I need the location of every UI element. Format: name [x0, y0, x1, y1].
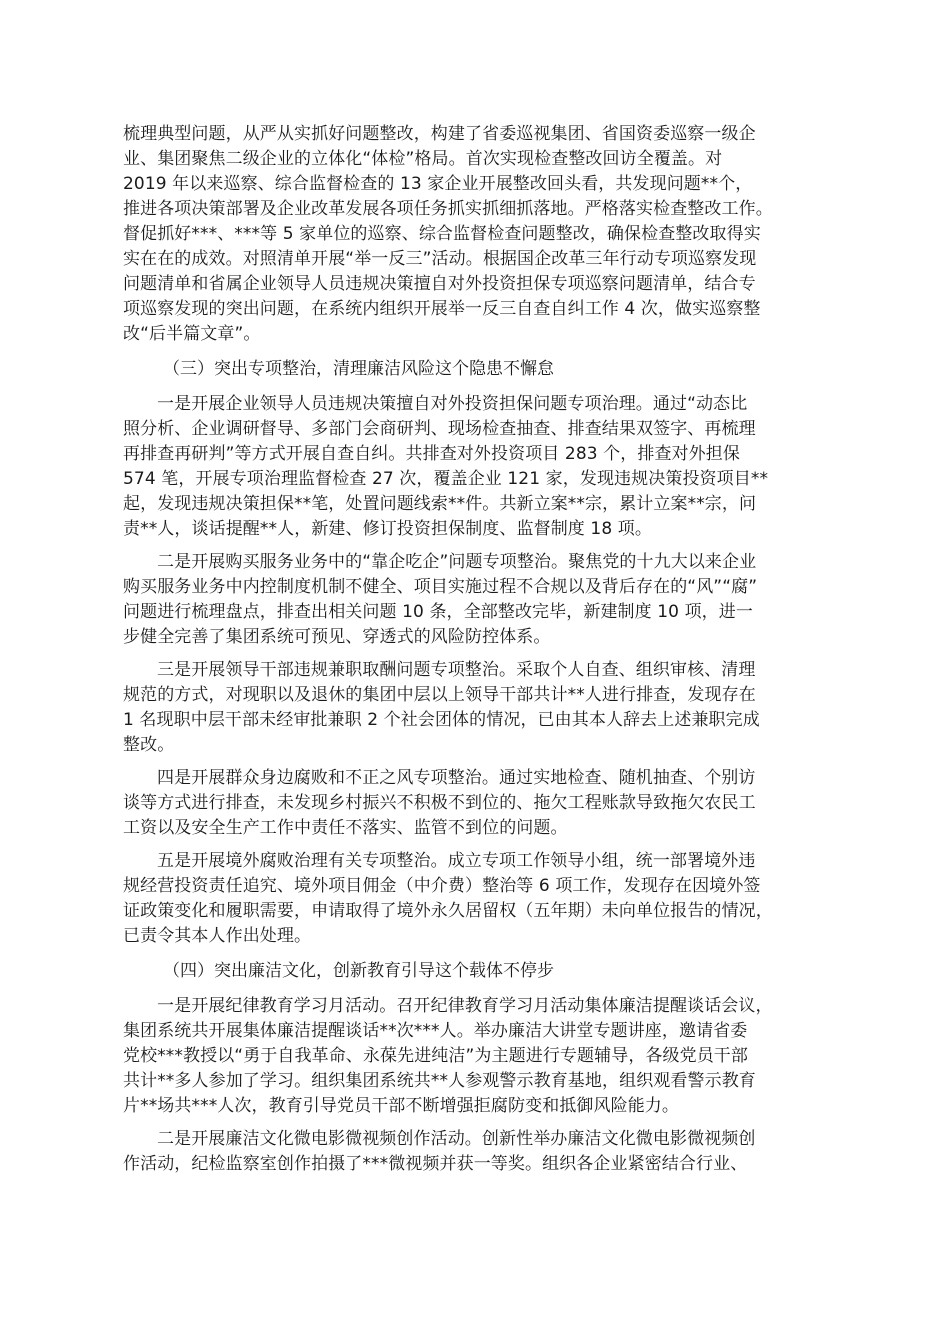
- text-line: 规范的方式，对现职以及退休的集团中层以上领导干部共计**人进行排查，发现存在: [123, 685, 756, 705]
- text-line: 2019 年以来巡察、综合监督检查的 13 家企业开展整改回头看，共发现问题**个，: [123, 174, 753, 194]
- paragraph-item-2: [123, 550, 849, 650]
- text-line: 实在在的成效。对照清单开展“举一反三”活动。根据国企改革三年行动专项巡察发现: [123, 249, 757, 269]
- text-line: 问题清单和省属企业领导人员违规决策擅自对外投资担保专项巡察问题清单，结合专: [123, 274, 756, 294]
- section-heading-3: （三）突出专项整治，清理廉洁风险这个隐患不懈怠: [163, 359, 554, 379]
- text-line: 证政策变化和履职需要，申请取得了境外永久居留权（五年期）未向单位报告的情况，: [123, 901, 773, 921]
- text-line: 整改。: [123, 735, 175, 755]
- text-line: 工资以及安全生产工作中责任不落实、监管不到位的问题。: [123, 818, 568, 838]
- text-line: 问题进行梳理盘点，排查出相关问题 10 条，全部整改完毕，新建制度 10 项，进一: [123, 602, 753, 622]
- text-line: 三是开展领导干部违规兼职取酬问题专项整治。采取个人自查、组织审核、清理: [157, 660, 756, 680]
- text-line: 责**人，谈话提醒**人，新建、修订投资担保制度、监督制度 18 项。: [123, 519, 652, 539]
- text-line: 二是开展购买服务业务中的“靠企吃企”问题专项整治。聚焦党的十九大以来企业: [157, 552, 757, 572]
- text-line: 再排查再研判”等方式开展自查自纠。共排查对外投资项目 283 个，排查对外担保: [123, 444, 740, 464]
- paragraph-item-4: [123, 766, 849, 841]
- document-page: [123, 122, 849, 1177]
- text-line: 574 笔，开展专项治理监督检查 27 次，覆盖企业 121 家，发现违规决策投资项目**: [123, 469, 769, 489]
- paragraph-item-5: [123, 849, 849, 949]
- text-line: 二是开展廉洁文化微电影微视频创作活动。创新性举办廉洁文化微电影微视频创: [157, 1129, 756, 1149]
- text-line: 集团系统共开展集体廉洁提醒谈话**次***人。举办廉洁大讲堂专题讲座，邀请省委: [123, 1021, 748, 1041]
- text-line: 一是开展企业领导人员违规决策擅自对外投资担保问题专项治理。通过“动态比: [157, 394, 748, 414]
- paragraph-intro: [123, 122, 849, 347]
- text-line: 四是开展群众身边腐败和不正之风专项整治。通过实地检查、随机抽查、个别访: [157, 768, 756, 788]
- text-line: 项巡察发现的突出问题，在系统内组织开展举一反三自查自纠工作 4 次，做实巡察整: [123, 299, 761, 319]
- text-line: 片**场共***人次，教育引导党员干部不断增强拒腐防变和抵御风险能力。: [123, 1096, 679, 1116]
- text-line: 督促抓好***、***等 5 家单位的巡察、综合监督检查问题整改，确保检查整改取得实: [123, 224, 761, 244]
- text-line: 已责令其本人作出处理。: [123, 926, 312, 946]
- text-line: 业、集团聚焦二级企业的立体化“体检”格局。首次实现检查整改回访全覆盖。对: [123, 149, 723, 169]
- section-heading-4: （四）突出廉洁文化，创新教育引导这个载体不停步: [163, 961, 554, 981]
- text-line: 照分析、企业调研督导、多部门会商研判、现场检查抽查、排查结果双签字、再梳理: [123, 419, 756, 439]
- paragraph-item-3: [123, 658, 849, 758]
- text-line: 一是开展纪律教育学习月活动。召开纪律教育学习月活动集体廉洁提醒谈话会议，: [157, 996, 773, 1016]
- text-line: 作活动，纪检监察室创作拍摄了***微视频并获一等奖。组织各企业紧密结合行业、: [123, 1154, 748, 1174]
- paragraph-item-7: [123, 1127, 849, 1177]
- text-line: 起，发现违规决策担保**笔，处置问题线索**件。共新立案**宗，累计立案**宗，问: [123, 494, 757, 514]
- paragraph-item-1: [123, 392, 849, 542]
- text-line: 梳理典型问题，从严从实抓好问题整改，构建了省委巡视集团、省国资委巡察一级企: [123, 124, 756, 144]
- text-line: 购买服务业务中内控制度机制不健全、项目实施过程不合规以及背后存在的“风”“腐”: [123, 577, 758, 597]
- text-line: 推进各项决策部署及企业改革发展各项任务抓实抓细抓落地。严格落实检查整改工作。: [123, 199, 773, 219]
- text-line: 步健全完善了集团系统可预见、穿透式的风险防控体系。: [123, 627, 551, 647]
- paragraph-item-6: [123, 994, 849, 1119]
- text-line: 规经营投资责任追究、境外项目佣金（中介费）整治等 6 项工作，发现存在因境外签: [123, 876, 761, 896]
- text-line: 1 名现职中层干部未经审批兼职 2 个社会团体的情况，已由其本人辞去上述兼职完成: [123, 710, 760, 730]
- text-line: 共计**多人参加了学习。组织集团系统共**人参观警示教育基地，组织观看警示教育: [123, 1071, 756, 1091]
- text-line: 五是开展境外腐败治理有关专项整治。成立专项工作领导小组，统一部署境外违: [157, 851, 756, 871]
- text-line: 党校***教授以“勇于自我革命、永葆先进纯洁”为主题进行专题辅导，各级党员干部: [123, 1046, 749, 1066]
- text-line: 改“后半篇文章”。: [123, 324, 261, 344]
- text-line: 谈等方式进行排查，未发现乡村振兴不积极不到位的、拖欠工程账款导致拖欠农民工: [123, 793, 756, 813]
